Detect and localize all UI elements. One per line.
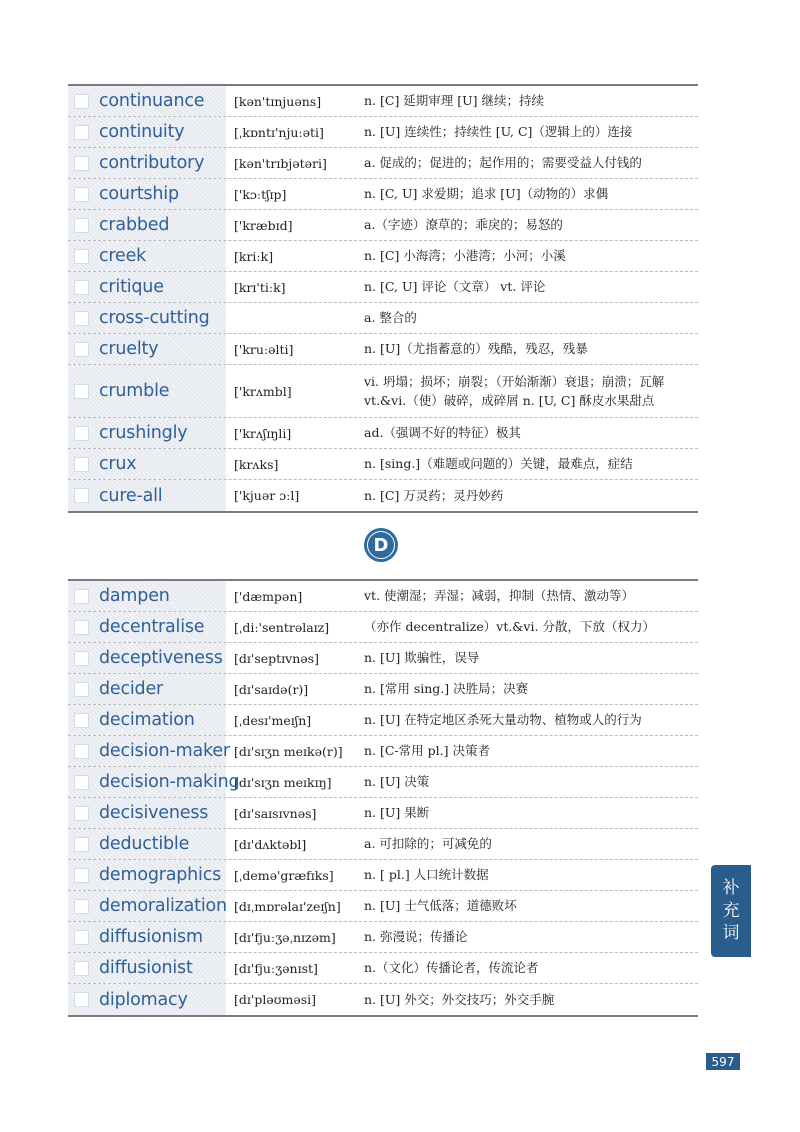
table-row [68, 891, 698, 922]
table-row [68, 86, 698, 117]
word-cell [68, 767, 240, 797]
headword: diffusionism [99, 927, 203, 947]
definition-text: n. [U] 外交；外交技巧；外交手腕 [364, 991, 555, 1007]
definition-text: ad.（强调不好的特征）极其 [364, 425, 521, 441]
definition [362, 705, 698, 735]
definition [362, 272, 698, 302]
definition [362, 179, 698, 209]
side-tab-char-2: 充 [722, 900, 740, 921]
phonetic: [krʌks] [234, 456, 279, 472]
definition [362, 241, 698, 271]
vocab-table-c [68, 84, 698, 513]
word-cell [68, 272, 226, 302]
phonetic: [kən'tɪnjuəns] [234, 93, 322, 109]
definition [362, 891, 698, 921]
table-row [68, 449, 698, 480]
headword: decentralise [99, 617, 205, 637]
definition-text: n. [C] 万灵药；灵丹妙药 [364, 487, 504, 503]
phonetic: [dɪ'fjuːʒənɪst] [234, 960, 318, 976]
word-cell [68, 117, 226, 147]
phonetic: [dɪ'fjuːʒəˌnɪzəm] [234, 929, 336, 945]
checkbox[interactable] [74, 620, 89, 635]
table-row [68, 334, 698, 365]
side-tab-supplementary-words [711, 865, 751, 957]
checkbox[interactable] [74, 94, 89, 109]
phonetic: [kriːk] [234, 248, 274, 264]
definition [362, 581, 698, 611]
phonetic: [dɪ'septɪvnəs] [234, 650, 319, 666]
checkbox[interactable] [74, 868, 89, 883]
definition-text: n. [U] 欺骗性，误导 [364, 650, 480, 666]
table-row [68, 210, 698, 241]
phonetic: [dɪ'dʌktəbl] [234, 836, 307, 852]
phonetic: ['kræbɪd] [234, 217, 293, 233]
headword: deductible [99, 834, 190, 854]
definition-text: a.（字迹）潦草的；乖戾的；易怒的 [364, 217, 563, 233]
checkbox[interactable] [74, 837, 89, 852]
headword: cure-all [99, 485, 163, 506]
phonetic: [ˌdesɪ'meɪʃn] [234, 712, 312, 728]
table-row [68, 705, 698, 736]
definition [362, 984, 698, 1015]
definition-text: n. [常用 sing.] 决胜局；决赛 [364, 681, 529, 697]
checkbox[interactable] [74, 775, 89, 790]
word-cell [68, 922, 226, 952]
headword: demographics [99, 865, 222, 885]
definition [362, 829, 698, 859]
table-row [68, 643, 698, 674]
checkbox[interactable] [74, 249, 89, 264]
definition-text: n.（文化）传播论者，传流论者 [364, 960, 539, 976]
definition-text: （亦作 decentralize）vt.&vi. 分散，下放（权力） [364, 619, 655, 635]
page-number: 597 [706, 1053, 740, 1070]
word-cell [68, 241, 226, 271]
definition [362, 210, 698, 240]
definition [362, 480, 698, 511]
checkbox[interactable] [74, 806, 89, 821]
definition [362, 798, 698, 828]
word-cell [68, 891, 226, 921]
headword: decision-making [99, 772, 240, 792]
word-cell [68, 449, 226, 479]
checkbox[interactable] [74, 589, 89, 604]
phonetic: [ˌdiː'sentrəlaɪz] [234, 619, 330, 635]
table-row [68, 365, 698, 418]
word-cell [68, 303, 226, 333]
checkbox[interactable] [74, 713, 89, 728]
phonetic: [dɪ'pləʊməsi] [234, 992, 317, 1007]
table-row [68, 984, 698, 1015]
headword: decider [99, 679, 164, 699]
headword: cruelty [99, 339, 159, 359]
definition-text: vt. 使潮湿；弄湿；减弱，抑制（热情、激动等） [364, 588, 635, 604]
word-cell [68, 581, 226, 611]
word-cell [68, 480, 226, 511]
vocab-table-d [68, 579, 698, 1017]
checkbox[interactable] [74, 744, 89, 759]
headword: crushingly [99, 423, 188, 443]
word-cell [68, 418, 226, 448]
definition-text: vi. 坍塌；损坏；崩裂；（开始渐渐）衰退；崩溃；瓦解 vt.&vi.（使）破碎，成碎屑 n. [U, C] 酥皮水果甜点 [364, 373, 665, 408]
definition [362, 736, 698, 766]
definition-text: a. 整合的 [364, 310, 417, 326]
word-cell [68, 643, 226, 673]
definition [362, 612, 698, 642]
definition [362, 449, 698, 479]
definition [362, 643, 698, 673]
checkbox[interactable] [74, 311, 89, 326]
phonetic: [dɪ'saɪsɪvnəs] [234, 805, 317, 821]
word-cell [68, 953, 226, 983]
word-cell [68, 179, 226, 209]
headword: decisiveness [99, 803, 209, 823]
checkbox[interactable] [74, 457, 89, 472]
phonetic: ['krʌʃɪŋli] [234, 425, 292, 441]
phonetic: ['kjuər ɔːl] [234, 488, 300, 503]
phonetic: [krɪ'tiːk] [234, 279, 286, 295]
definition [362, 953, 698, 983]
phonetic: [dɪˌmɒrəlaɪ'zeɪʃn] [234, 898, 341, 914]
definition [362, 334, 698, 364]
definition [362, 303, 698, 333]
definition [362, 418, 698, 448]
definition-text: n. [U] 决策 [364, 774, 430, 790]
definition [362, 117, 698, 147]
definition-text: n. [U] 士气低落；道德败坏 [364, 898, 517, 914]
definition-text: n. [U]（尤指蓄意的）残酷，残忍，残暴 [364, 341, 588, 357]
definition-text: n. [sing.]（难题或问题的）关键，最难点，症结 [364, 456, 633, 472]
table-row [68, 798, 698, 829]
table-row [68, 674, 698, 705]
table-row [68, 272, 698, 303]
table-row [68, 767, 698, 798]
definition-text: n. [C] 延期审理 [U] 继续；持续 [364, 93, 545, 109]
phonetic: ['krʌmbl] [234, 383, 292, 399]
headword: creek [99, 246, 147, 266]
headword: diplomacy [99, 989, 188, 1010]
table-row [68, 736, 698, 767]
checkbox[interactable] [74, 426, 89, 441]
table-row [68, 179, 698, 210]
table-row [68, 241, 698, 272]
phonetic [230, 303, 362, 333]
table-row [68, 117, 698, 148]
headword: continuance [99, 91, 205, 111]
checkbox[interactable] [74, 682, 89, 697]
definition-text: n. [U] 果断 [364, 805, 430, 821]
word-cell [68, 365, 226, 417]
checkbox[interactable] [74, 961, 89, 976]
table-row [68, 418, 698, 449]
headword: courtship [99, 184, 179, 204]
phonetic: [dɪ'sɪʒn meɪkɪŋ] [234, 774, 332, 790]
phonetic: [kən'trɪbjətəri] [234, 155, 327, 171]
headword: deceptiveness [99, 648, 223, 668]
checkbox[interactable] [74, 488, 89, 503]
definition-text: a. 可扣除的；可减免的 [364, 836, 492, 852]
checkbox[interactable] [74, 930, 89, 945]
definition [362, 860, 698, 890]
checkbox[interactable] [74, 384, 89, 399]
phonetic: [ˌdemə'græfɪks] [234, 867, 334, 883]
definition [362, 922, 698, 952]
headword: dampen [99, 586, 170, 606]
section-letter-badge [364, 528, 398, 562]
phonetic: [dɪ'sɪʒn meɪkə(r)] [234, 743, 343, 759]
headword: continuity [99, 122, 185, 142]
word-cell [68, 829, 226, 859]
phonetic: ['kruːəlti] [234, 341, 294, 357]
section-letter: D [367, 531, 395, 559]
definition [362, 674, 698, 704]
headword: critique [99, 277, 164, 297]
headword: decision-maker [99, 741, 230, 761]
word-cell [68, 705, 226, 735]
headword: diffusionist [99, 958, 193, 978]
word-cell [68, 148, 226, 178]
phonetic: ['kɔːtʃɪp] [234, 186, 287, 202]
definition-text: n. [C, U] 评论（文章） vt. 评论 [364, 279, 546, 295]
word-cell [68, 86, 226, 116]
table-row [68, 148, 698, 179]
phonetic: ['dæmpən] [234, 588, 303, 604]
definition [362, 365, 698, 417]
word-cell [68, 798, 226, 828]
table-row [68, 922, 698, 953]
definition-text: a. 促成的；促进的；起作用的；需要受益人付钱的 [364, 155, 642, 171]
table-row [68, 480, 698, 511]
checkbox[interactable] [74, 280, 89, 295]
definition-text: n. 弥漫说；传播论 [364, 929, 468, 945]
headword: contributory [99, 153, 205, 173]
headword: decimation [99, 710, 195, 730]
table-row [68, 303, 698, 334]
definition-text: n. [U] 连续性；持续性 [U, C]（逻辑上的）连接 [364, 124, 633, 140]
checkbox[interactable] [74, 125, 89, 140]
table-row [68, 829, 698, 860]
definition [362, 86, 698, 116]
table-row [68, 612, 698, 643]
word-cell [68, 334, 226, 364]
definition [362, 148, 698, 178]
definition-text: n. [C, U] 求爱期；追求 [U]（动物的）求偶 [364, 186, 609, 202]
word-cell [68, 210, 226, 240]
definition-text: n. [U] 在特定地区杀死大量动物、植物或人的行为 [364, 712, 642, 728]
word-cell [68, 612, 226, 642]
definition [362, 767, 698, 797]
checkbox[interactable] [74, 156, 89, 171]
checkbox[interactable] [74, 651, 89, 666]
phonetic: [ˌkɒntɪ'njuːəti] [234, 124, 324, 140]
phonetic: [dɪ'saɪdə(r)] [234, 681, 309, 697]
word-cell [68, 736, 230, 766]
headword: crumble [99, 381, 170, 401]
side-tab-char-1: 补 [722, 877, 740, 898]
word-cell [68, 860, 226, 890]
table-row [68, 860, 698, 891]
checkbox[interactable] [74, 218, 89, 233]
table-row [68, 953, 698, 984]
headword: cross-cutting [99, 308, 210, 328]
checkbox[interactable] [74, 187, 89, 202]
table-row [68, 581, 698, 612]
definition-text: n. [C] 小海湾；小港湾；小河；小溪 [364, 248, 566, 264]
headword: demoralization [99, 896, 227, 916]
checkbox[interactable] [74, 342, 89, 357]
side-tab-char-3: 词 [722, 923, 740, 944]
definition-text: n. [C-常用 pl.] 决策者 [364, 743, 490, 759]
headword: crabbed [99, 215, 170, 235]
word-cell [68, 984, 226, 1015]
checkbox[interactable] [74, 899, 89, 914]
checkbox[interactable] [74, 992, 89, 1007]
definition-text: n. [ pl.] 人口统计数据 [364, 867, 489, 883]
word-cell [68, 674, 226, 704]
headword: crux [99, 454, 137, 474]
